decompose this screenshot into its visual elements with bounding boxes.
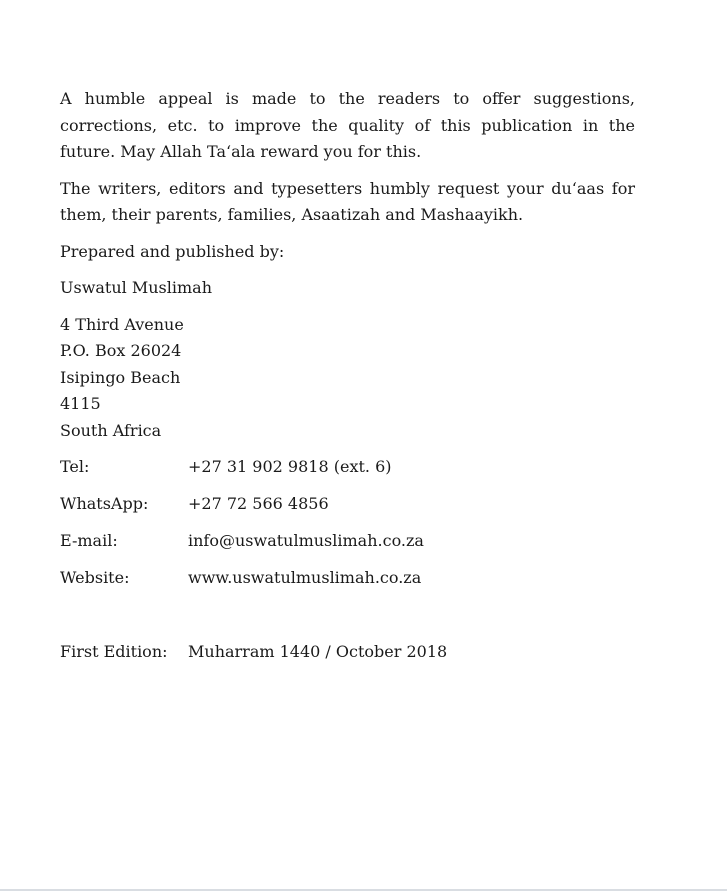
address-area: Isipingo Beach <box>60 367 181 387</box>
tel-label: Tel: <box>60 457 90 476</box>
contact-row-email <box>60 528 635 555</box>
address-country: South Africa <box>60 420 162 440</box>
address-street: 4 Third Avenue <box>60 314 184 334</box>
website-label: Website: <box>60 568 130 587</box>
address-postal-code: 4115 <box>60 394 101 413</box>
email-value: info@uswatulmuslimah.co.za <box>188 531 424 550</box>
whatsapp-value: +27 72 566 4856 <box>188 494 329 513</box>
contact-row-whatsapp <box>60 491 635 518</box>
address-po-box: P.O. Box 26024 <box>60 341 182 360</box>
contact-row-website <box>60 565 635 592</box>
appeal-paragraph: A humble appeal is made to the readers to offer suggestions, corrections, etc. to improve the quality of this publication in the future. May Allah Ta‘ala reward you for this. <box>60 89 635 161</box>
edition-value: Muharram 1440 / October 2018 <box>188 641 448 661</box>
email-label: E-mail: <box>60 531 118 550</box>
edition-label: First Edition: <box>60 641 168 661</box>
website-value: www.uswatulmuslimah.co.za <box>188 568 422 587</box>
contact-block <box>60 454 635 592</box>
tel-value: +27 31 902 9818 (ext. 6) <box>188 457 392 476</box>
address-block <box>60 312 635 445</box>
publisher-name: Uswatul Muslimah <box>60 278 213 297</box>
request-paragraph: The writers, editors and typesetters humbly request your du‘aas for them, their parents, families, Asaatizah and Mashaayikh. <box>60 178 635 224</box>
copyright-page <box>60 86 635 665</box>
contact-row-tel <box>60 454 635 481</box>
edition-row <box>60 639 635 666</box>
whatsapp-label: WhatsApp: <box>60 494 149 513</box>
publisher-intro: Prepared and published by: <box>60 241 285 261</box>
